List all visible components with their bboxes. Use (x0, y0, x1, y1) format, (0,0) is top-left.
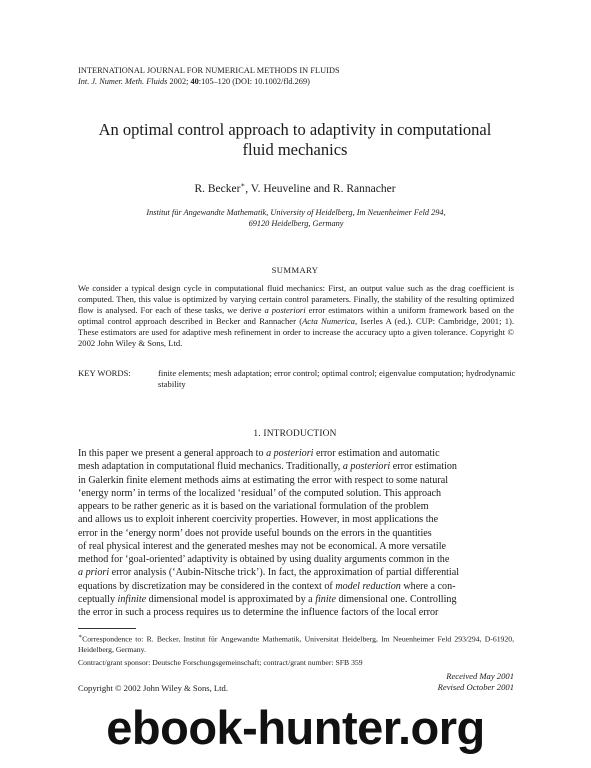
body-text-segment: error estimation and automatic (313, 448, 440, 459)
journal-header (78, 66, 340, 87)
journal-volume: 40 (190, 76, 199, 86)
author-1: R. Becker (194, 182, 241, 195)
body-line (78, 460, 514, 473)
summary-heading: SUMMARY (271, 265, 319, 275)
footnote-text: Correspondence to: R. Becker, Institut für Angewandte Mathematik, Universitat Heidelberg, Im Neuenheimer Feld 293/294, D-61920, Heidelberg, Germany. (78, 634, 514, 654)
received-date: Received May 2001 (446, 671, 514, 681)
copyright-notice: Copyright © 2002 John Wiley & Sons, Ltd. (78, 683, 228, 693)
footnote (78, 632, 514, 655)
paper-title (60, 120, 530, 160)
body-text-segment: equations by discretization may be considered in the context of (78, 580, 336, 592)
body-text-segment: dimensional model is approximated by a (146, 593, 316, 605)
body-text-segment: mesh adaptation in computational fluid mechanics. Traditionally, (78, 461, 343, 473)
keywords-text: finite elements; mesh adaptation; error control; optimal control; eigenvalue computation; hydrodynamic stability (158, 368, 516, 389)
introduction-body (78, 447, 514, 619)
body-line: ‘energy norm’ in terms of the localized ‘residual’ of the computed solution. This approach (78, 487, 442, 499)
body-italic: a priori (78, 567, 110, 579)
body-text-segment: error analysis (‘Aubin-Nitsche trick’). In fact, the approximation of partial differential (109, 567, 460, 579)
abstract (78, 283, 514, 348)
abstract-part-3: , Iserles A (ed.). CUP: Cambridge, 2001; 1). These estimators are used for adaptive mesh refinement in order to increase the accuracy upto a given tolerance. Copyright © 2002 John Wiley & Sons, Ltd. (78, 315, 515, 348)
footnote-rule (78, 628, 136, 629)
body-line (78, 566, 514, 579)
body-line (78, 580, 514, 593)
affiliation (70, 207, 522, 229)
body-text-segment: ceptually (78, 593, 118, 605)
body-line: appears to be rather generic as it is based on the variational formulation of the problem (78, 501, 429, 512)
correspondence-mark: ∗ (240, 181, 246, 189)
abstract-part-2: error estimators within a uniform framework based on the optimal control approach described in Becker and Rannacher ( (78, 304, 514, 326)
body-text-segment: In this paper we present a general approach to (78, 448, 267, 459)
abstract-italic-1: a posteriori (264, 304, 306, 315)
body-italic: finite (315, 593, 336, 605)
body-line (78, 593, 514, 606)
body-line: of real physical interest and the generated meshes may not be economical. A more versatile (78, 540, 447, 552)
received-dates (438, 671, 514, 693)
body-line: in Galerkin finite element methods aims at estimating the error with respect to some natural (78, 474, 448, 486)
title-line-2: fluid mechanics (242, 140, 348, 159)
body-text-segment: dimensional one. Controlling (335, 593, 457, 605)
contract-note: Contract/grant sponsor: Deutsche Forschungsgemeinschaft; contract/grant number: SFB 359 (78, 658, 363, 667)
footnote-mark: ∗ (78, 634, 83, 640)
body-italic: a posteriori (342, 461, 391, 473)
keywords-label: KEY WORDS: (78, 368, 131, 378)
affiliation-line-2: 69120 Heidelberg, Germany (248, 219, 344, 228)
journal-pages: :105–120 (DOI: 10.1002/fld.269) (198, 76, 310, 86)
body-line: the error in such a process requires us to determine the influence factors of the local error (78, 607, 439, 618)
abstract-part-1: We consider a typical design cycle in computational fluid mechanics: First, an output value such as the drag coefficient is computed. Then, this value is optimized by varying certain control parameters. Finally, the stability of the resulting optimized flow is analysed. For each of these tasks, we derive (78, 283, 514, 315)
body-text-segment: where a con- (400, 580, 456, 592)
section-heading: 1. INTRODUCTION (253, 429, 337, 439)
body-line: and allows us to exploit inherent coercivity properties. However, in most applications the (78, 514, 439, 526)
journal-abbrev: Int. J. Numer. Meth. Fluids (78, 76, 168, 86)
body-text-segment: error estimation (390, 461, 457, 473)
affiliation-line-1: Institut für Angewandte Mathematik, University of Heidelberg, Im Neuenheimer Feld 294, (146, 208, 446, 217)
revised-date: Revised October 2001 (437, 682, 514, 692)
journal-citation (78, 77, 340, 88)
title-line-1: An optimal control approach to adaptivity in computational (98, 120, 492, 139)
body-line: error in the ‘energy norm’ does not provide useful bounds on the errors in the quantities (78, 527, 432, 539)
body-line (78, 447, 514, 460)
watermark: ebook-hunter.org (106, 701, 485, 754)
author-list (60, 181, 530, 195)
journal-name: INTERNATIONAL JOURNAL FOR NUMERICAL METHODS IN FLUIDS (78, 66, 340, 75)
body-italic: infinite (117, 593, 147, 605)
journal-year: 2002; (167, 76, 191, 86)
abstract-italic-2: Acta Numerica (302, 315, 355, 326)
body-italic: model reduction (335, 580, 401, 592)
body-italic: a posteriori (266, 448, 314, 459)
body-line: method for ‘goal-oriented’ adaptivity is obtained by using duality arguments common in the (78, 554, 450, 565)
other-authors: , V. Heuveline and R. Rannacher (245, 182, 396, 195)
